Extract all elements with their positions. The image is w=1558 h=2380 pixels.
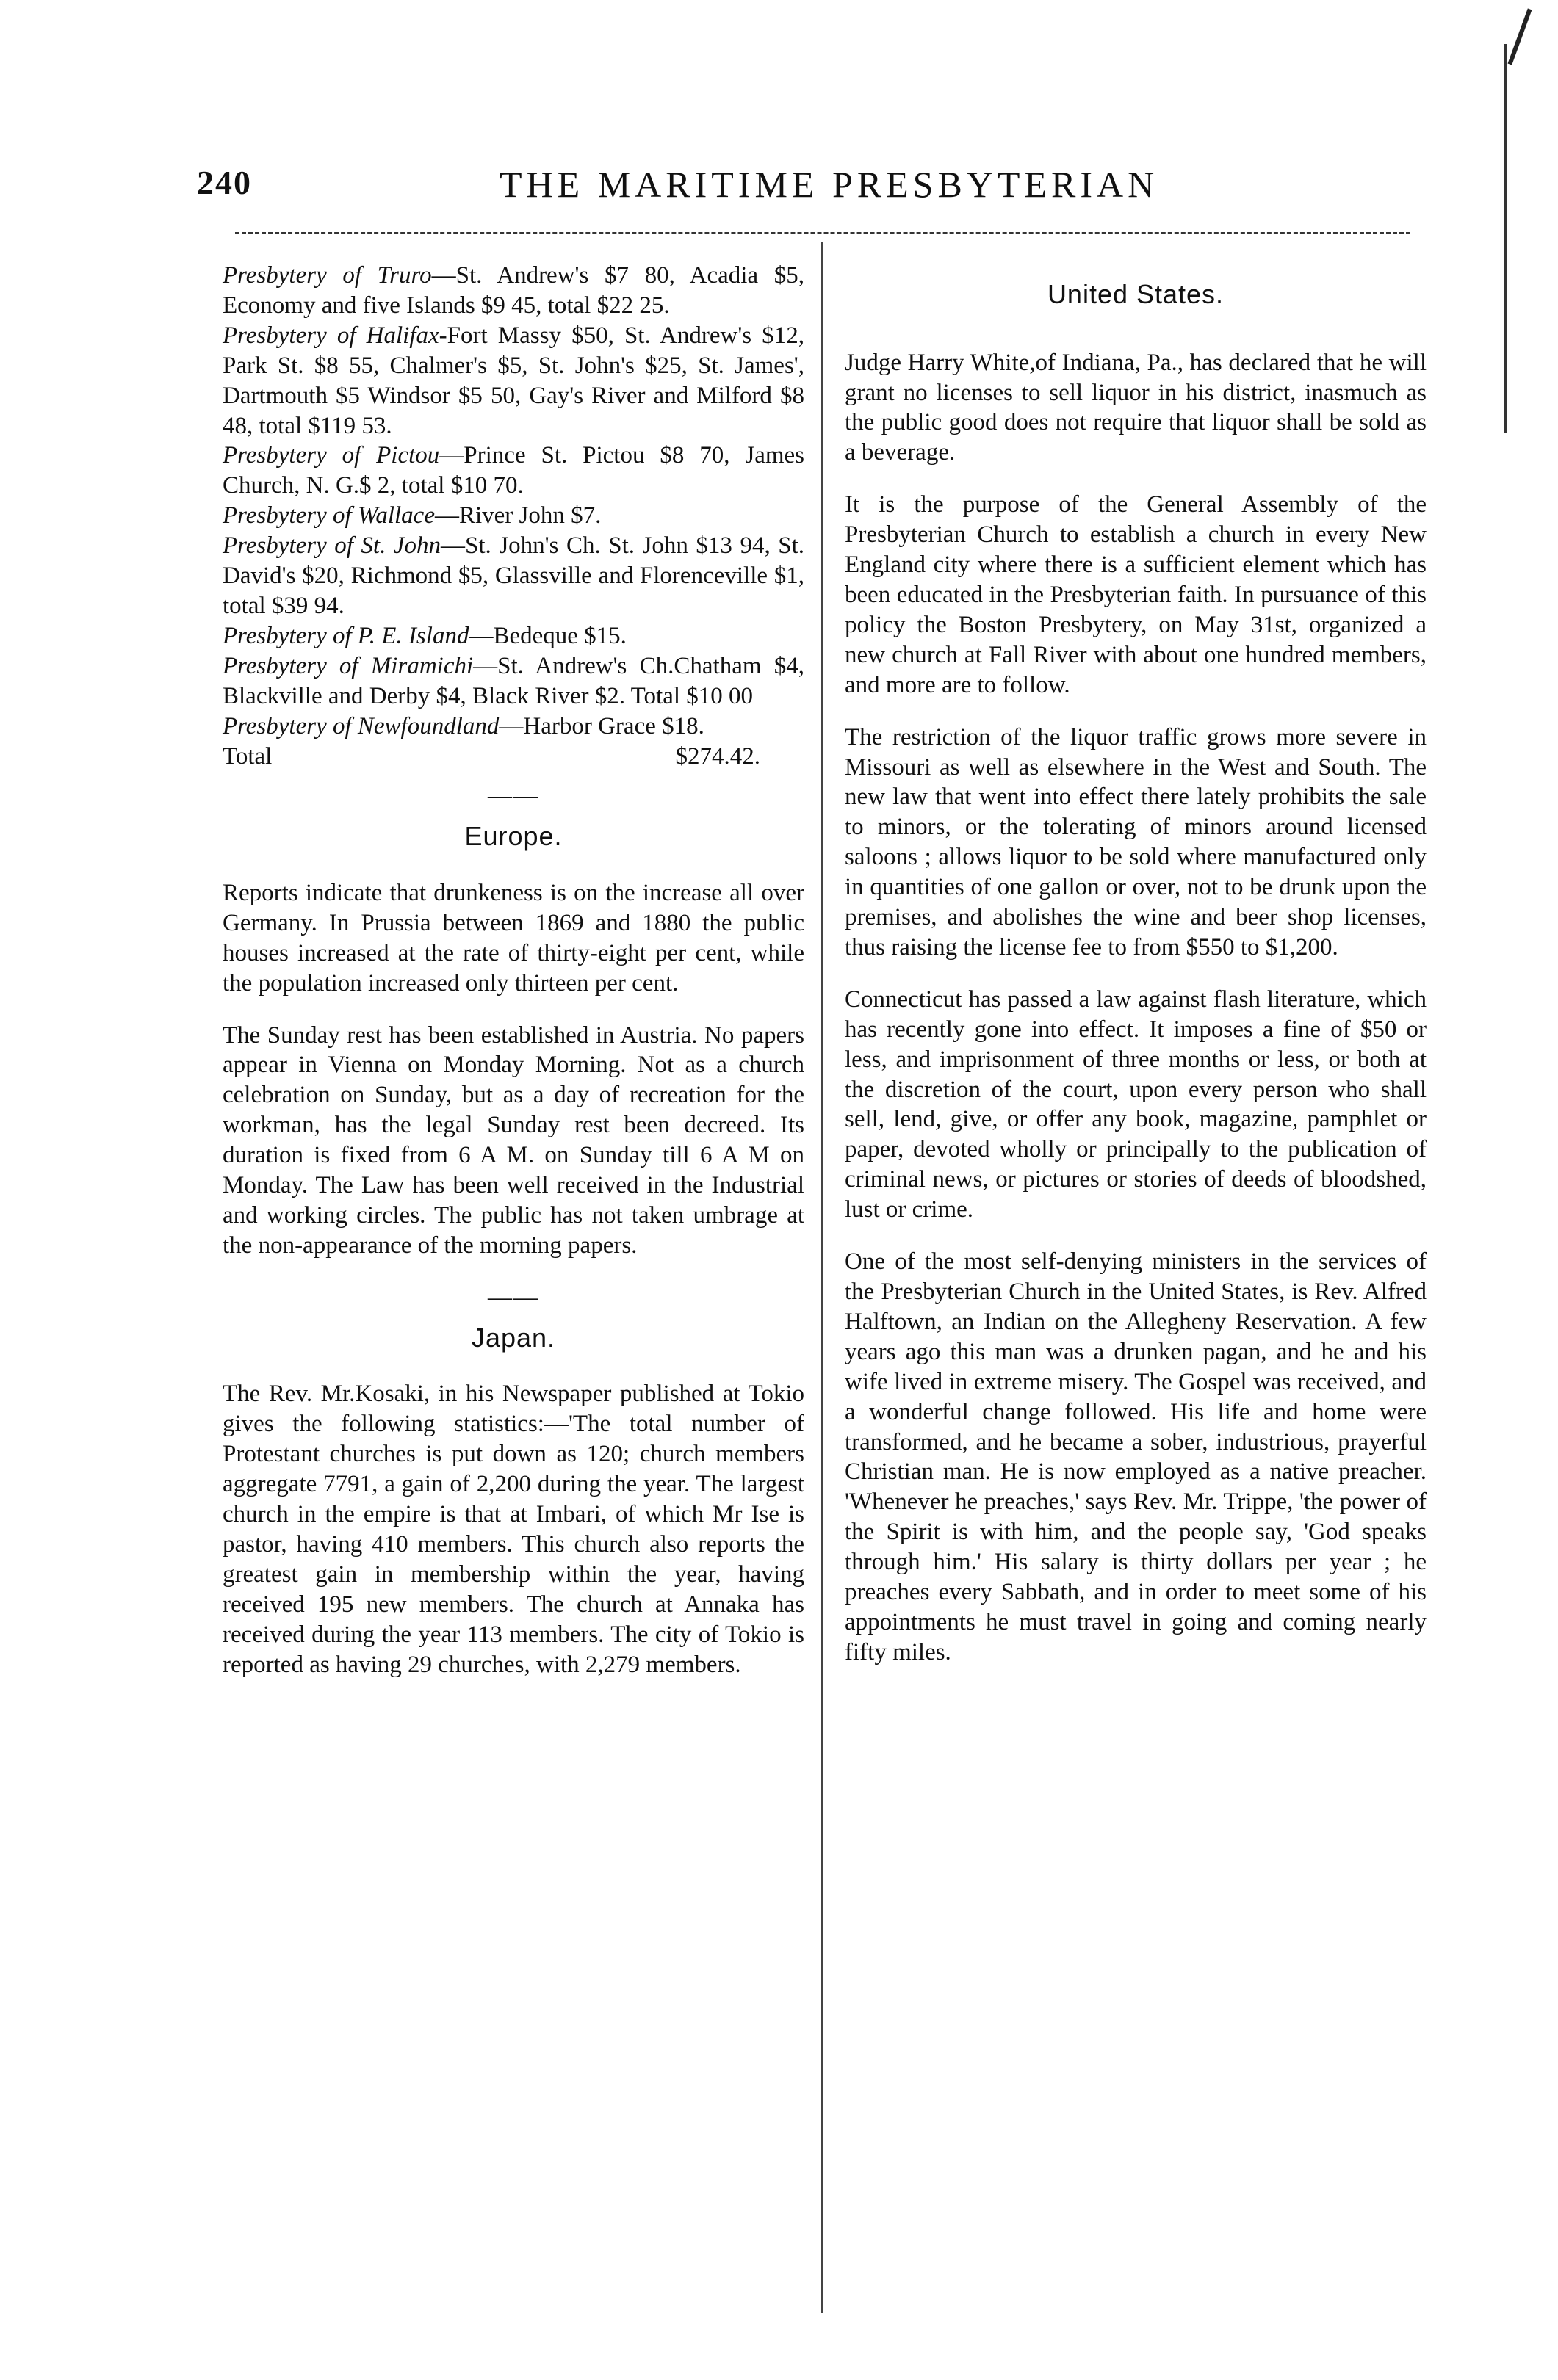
us-paragraph-1: Judge Harry White,of Indiana, Pa., has declared that he will grant no licenses to sell liquor in his district, inasmuch as the public good does not require that liquor shall be sold as a beverage. — [845, 349, 1427, 466]
us-paragraph-5: One of the most self-denying ministers in the services of the Presbyterian Church in the United States, is Rev. Alfred Halftown, an Indian on the Allegheny Reservation. A few years ago this man was a drunken pagan, and he and his wife lived in extreme misery. The Gospel was received, and a wonderful change followed. His life and home were transformed, and he became a sober, industrious, prayerful Christian man. He is now employed as a native preacher. 'Whenever he preaches,' says Rev. Mr. Trippe, 'the power of the Spirit is with him, and the people say, 'God speaks through him.' His salary is thirty dollars per year ; he preaches every Sabbath, and in order to meet some of his appointments he must travel in going and coming nearly fifty miles. — [845, 1248, 1427, 1665]
presbytery-contributions: —St. Andrew's Ch.Chatham $4, Blackville and Derby $4, Black River $2. Total $10 00 — [223, 652, 804, 709]
presbytery-name: Presbytery of Newfoundland — [223, 712, 500, 739]
us-paragraph-3: The restriction of the liquor traffic grows more severe in Missouri as well as elsewhere in the West and South. The new law that went into effect there lately prohibits the sale to minors, or the tolerating of minors around licensed saloons ; allows liquor to be sold where manufactured only in quantities of one gallon or over, not to be drunk upon the premises, and abolishes the wine and beer shop licenses, thus raising the license fee to from $550 to $1,200. — [845, 723, 1427, 961]
japan-paragraph: The Rev. Mr.Kosaki, in his Newspaper published at Tokio gives the following statistics:—'The total number of Protestant churches is put down as 120; church members aggregate 7791, a gain of 2,200 during the year. The largest church in the empire is that at Imbari, of which Mr Ise is pastor, having 410 members. This church also reports the greatest gain in membership within the year, having received 195 new members. The church at Annaka has received during the year 113 members. The city of Tokio is reported as having 29 churches, with 2,279 members. — [223, 1381, 804, 1678]
presbytery-contributions: —River John $7. — [434, 502, 602, 529]
total-label: Total — [223, 742, 273, 770]
presbytery-entry — [223, 621, 804, 651]
us-paragraph-4: Connecticut has passed a law against flash literature, which has recently gone into effect. It imposes a fine of $50 or less, and imprisonment of three months or less, or both at the discretion of the court, upon every person who shall sell, lend, give, or offer any book, magazine, pamphlet or paper, devoted wholly or principally to the publication of criminal news, or pictures or stories of deeds of bloodshed, lust or crime. — [845, 985, 1427, 1223]
europe-paragraph-1: Reports indicate that drunkeness is on the increase all over Germany. In Prussia between 1869 and 1880 the public houses increased at the rate of thirty-eight per cent, while the population increased only thirteen per cent. — [223, 879, 804, 997]
presbytery-name: Presbytery of Wallace — [223, 502, 435, 529]
page-number: 240 — [197, 164, 252, 201]
presbytery-name: Presbytery of Pictou — [223, 442, 440, 469]
japan-heading: Japan. — [471, 1322, 556, 1353]
total-value: $274.42. — [675, 742, 760, 770]
running-head: THE MARITIME PRESBYTERIAN — [500, 164, 1159, 205]
presbytery-entry — [223, 712, 804, 742]
united-states-heading: United States. — [1047, 279, 1225, 309]
presbytery-contributions: —St. Andrew's $7 80, Acadia $5, Economy and five Islands $9 45, total $22 25. — [223, 262, 804, 319]
europe-paragraph-2: The Sunday rest has been established in Austria. No papers appear in Vienna on Monday Morning. Not as a church celebration on Sunday, but as a day of recreation for the workman, has the legal Sunday rest been decreed. Its duration is fixed from 6 A M. on Sunday till 6 A M on Monday. The Law has been well received in the Industrial and working circles. The public has not taken umbrage at the non-appearance of the morning papers. — [223, 1021, 804, 1259]
presbytery-contributions: —Bedeque $15. — [469, 622, 627, 649]
header-rule — [235, 232, 1410, 234]
left-column — [223, 261, 804, 1701]
presbytery-name: Presbytery of St. John — [223, 532, 441, 560]
presbytery-entry — [223, 651, 804, 712]
margin-line — [1504, 44, 1507, 433]
presbytery-entry — [223, 531, 804, 621]
column-rule — [821, 242, 823, 2313]
presbytery-contributions: —Harbor Grace $18. — [499, 712, 704, 739]
us-paragraph-2: It is the purpose of the General Assembly of the Presbyterian Church to establish a church in every New England city where there is a sufficient element which has been educated in the Presbyterian faith. In pursuance of this policy the Boston Presbytery, on May 31st, organized a new church at Fall River with about one hundred members, and more are to follow. — [845, 491, 1427, 698]
presbytery-contributions: -Fort Massy $50, St. Andrew's $12, Park St. $8 55, Chalmer's $5, St. John's $25, St. James', Dartmouth $5 Windsor $5 50, Gay's River and Milford $8 48, total $119 53. — [223, 322, 804, 439]
presbytery-name: Presbytery of Truro — [223, 262, 432, 289]
europe-heading: Europe. — [464, 821, 563, 852]
presbytery-name: Presbytery of Miramichi — [223, 652, 474, 679]
presbytery-entry — [223, 501, 804, 531]
presbytery-entry — [223, 441, 804, 501]
presbytery-name: Presbytery of Halifax — [223, 322, 439, 349]
right-column — [845, 261, 1427, 1690]
presbytery-list — [223, 261, 804, 742]
presbytery-name: Presbytery of P. E. Island — [223, 622, 469, 649]
section-divider: —— — [488, 783, 539, 810]
grand-total — [223, 742, 804, 772]
presbytery-entry — [223, 261, 804, 321]
presbytery-contributions: —Prince St. Pictou $8 70, James Church, N. G.$ 2, total $10 70. — [223, 442, 805, 499]
presbytery-entry — [223, 321, 804, 441]
margin-pencil-mark — [1508, 8, 1532, 65]
presbytery-contributions: —St. John's Ch. St. John $13 94, St. David's $20, Richmond $5, Glassville and Florenceville $1, total $39 94. — [223, 532, 804, 619]
section-divider: —— — [488, 1284, 539, 1311]
